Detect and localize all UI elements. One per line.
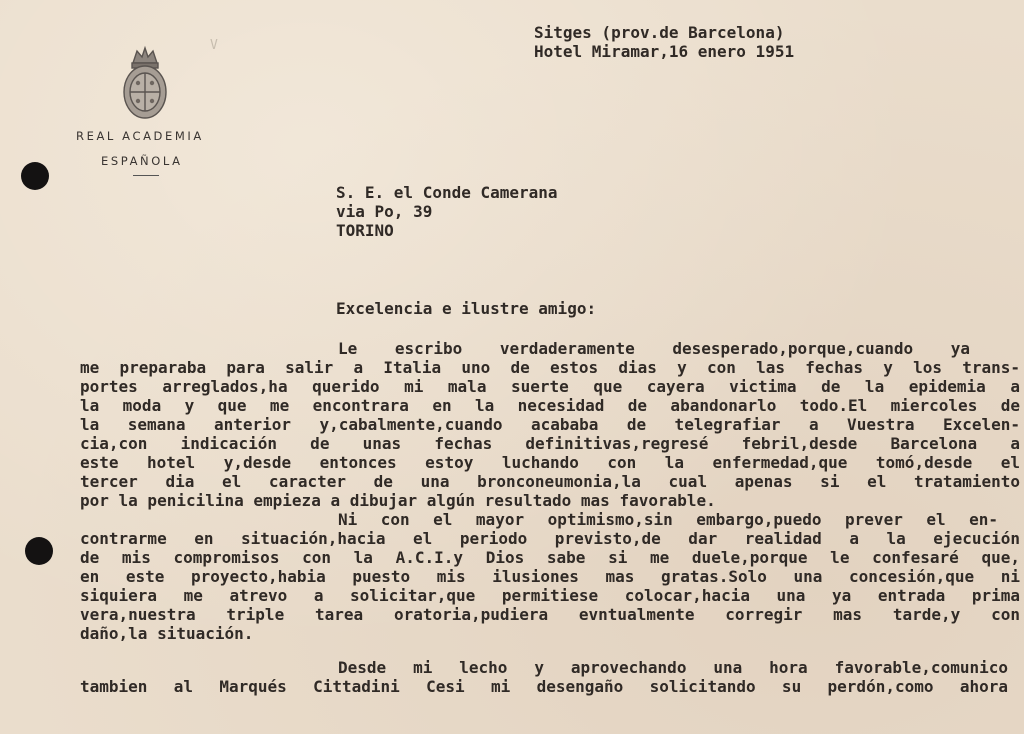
recipient-name: S. E. el Conde Camerana	[336, 183, 558, 202]
royal-crest-icon	[118, 45, 172, 121]
body-line: tercer dia el caracter de una bronconeumonia,la cual apenas si el tratamiento	[80, 472, 1020, 491]
body-line: portes arreglados,ha querido mi mala suerte que cayera victima de la epidemia a	[80, 377, 1020, 396]
body-line: este hotel y,desde entonces estoy luchando con la enfermedad,que tomó,desde el	[80, 453, 1020, 472]
body-line: de mis compromisos con la A.C.I.y Dios sabe si me duele,porque le confesaré que,	[80, 548, 1020, 567]
body-line: Le escribo verdaderamente desesperado,porque,cuando ya	[338, 339, 970, 358]
punch-hole-top	[21, 162, 49, 190]
body-line: Ni con el mayor optimismo,sin embargo,puedo prever el en-	[338, 510, 998, 529]
body-line: la moda y que me encontrara en la necesidad de abandonarlo todo.El miercoles de	[80, 396, 1020, 415]
body-line: siquiera me atrevo a solicitar,que permitiese colocar,hacia una ya entrada prima	[80, 586, 1020, 605]
header-hotel-date: Hotel Miramar,16 enero 1951	[534, 42, 795, 61]
body-line: me preparaba para salir a Italia uno de estos dias y con las fechas y los trans-	[80, 358, 1020, 377]
header-place: Sitges (prov.de Barcelona)	[534, 23, 785, 42]
institution-name-line1: REAL ACADEMIA	[76, 129, 204, 143]
body-line: la semana anterior y,cabalmente,cuando acababa de telegrafiar a Vuestra Excelen-	[80, 415, 1020, 434]
faint-mark: V	[210, 38, 218, 53]
body-line: vera,nuestra triple tarea oratoria,pudiera evntualmente corregir mas tarde,y con	[80, 605, 1020, 624]
letterhead-divider	[133, 175, 159, 176]
body-line: contrarme en situación,hacia el periodo previsto,de dar realidad a la ejecución	[80, 529, 1020, 548]
recipient-city: TORINO	[336, 221, 394, 240]
body-line: en este proyecto,habia puesto mis ilusiones mas gratas.Solo una concesión,que ni	[80, 567, 1020, 586]
body-line: por la penicilina empieza a dibujar algún resultado mas favorable.	[80, 491, 716, 510]
salutation: Excelencia e ilustre amigo:	[336, 299, 597, 318]
body-line: Desde mi lecho y aprovechando una hora favorable,comunico	[338, 658, 1008, 677]
punch-hole-bottom	[25, 537, 53, 565]
institution-name-line2: ESPAÑOLA	[101, 154, 183, 168]
recipient-street: via Po, 39	[336, 202, 433, 221]
body-line: cia,con indicación de unas fechas definitivas,regresé febril,desde Barcelona a	[80, 434, 1020, 453]
body-line: tambien al Marqués Cittadini Cesi mi desengaño solicitando su perdón,como ahora	[80, 677, 1008, 696]
body-line: daño,la situación.	[80, 624, 254, 643]
